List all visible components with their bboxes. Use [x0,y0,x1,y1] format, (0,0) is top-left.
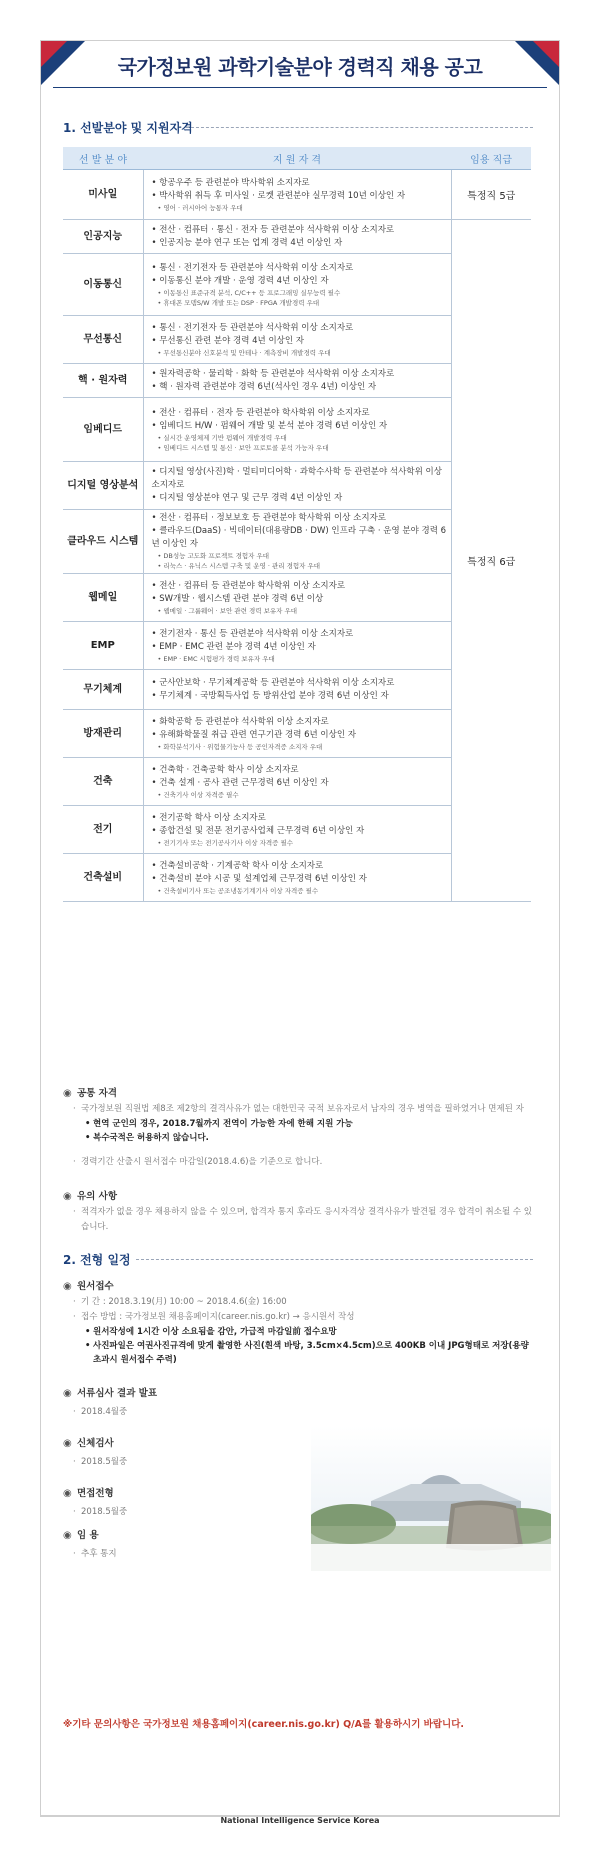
common-bullet1: • 현역 군인의 경우, 2018.7월까지 전역이 가능한 자에 한해 지원 가능 [63,1117,533,1131]
field-name: 건축설비 [63,854,143,902]
schedule-physical [63,1436,303,1472]
qualification-preference: • 리눅스 · 유닉스 시스템 구축 및 운영 · 관리 경험자 우대 [152,561,450,571]
application-period: · 기 간 : 2018.3.19(月) 10:00 ~ 2018.4.6(金) 16:00 [63,1295,533,1310]
field-name: 미사일 [63,170,143,220]
qualification-item: • 전산 · 컴퓨터 · 전자 등 관련분야 학사학위 이상 소지자로 [152,407,450,420]
common-qualification [63,1086,533,1170]
schedule-document [63,1386,303,1422]
physical-heading: 신체검사 [77,1438,114,1449]
qualification-preference: • 임베디드 시스템 및 통신 · 보안 프로토콜 분석 가능자 우대 [152,443,450,453]
qualification-item: • 핵 · 원자력 관련분야 경력 6년(석사인 경우 4년) 이상인 자 [152,381,450,394]
qualification-item: • 화학공학 등 관련분야 석사학위 이상 소지자로 [152,716,450,729]
qualification-item: • 디지털 영상분야 연구 및 근무 경력 4년 이상인 자 [152,492,450,505]
document-heading: 서류심사 결과 발표 [77,1388,158,1399]
schedule-application [63,1279,533,1367]
qualification-preference: • 건축설비기사 또는 공조냉동기계기사 이상 자격증 필수 [152,886,450,896]
qualification-cell [143,622,451,670]
interview-heading: 면접전형 [77,1488,114,1499]
caution-line1: · 적격자가 없을 경우 채용하지 않을 수 있으며, 합격자 통지 후라도 응시자격상 결격사유가 발견될 경우 합격이 취소될 수 있습니다. [63,1205,533,1235]
inquiry-note: ※기타 문의사항은 국가정보원 채용홈페이지(career.nis.go.kr) Q/A를 활용하시기 바랍니다. [63,1719,465,1730]
field-name: 디지털 영상분석 [63,462,143,510]
qualification-item: • EMP · EMC 관련 분야 경력 4년 이상인 자 [152,641,450,654]
qualification-preference: • EMP · EMC 시험평가 경력 보유자 우대 [152,654,450,664]
qualification-preference: • 건축기사 이상 자격증 필수 [152,790,450,800]
appointment-heading: 임 용 [77,1530,99,1541]
qualification-preference: • 무선통신분야 신호분석 및 안테나 · 계측장비 개발경력 우대 [152,348,450,358]
qualification-item: • 이동통신 분야 개발 · 운영 경력 4년 이상인 자 [152,275,450,288]
qualification-item: • SW개발 · 웹시스템 관련 분야 경력 6년 이상 [152,593,450,606]
qualification-item: • 건축학 · 건축공학 학사 이상 소지자로 [152,764,450,777]
bullet-icon: ◉ [63,1488,72,1499]
application-method: · 접수 방법 : 국가정보원 채용홈페이지(career.nis.go.kr) → 응시원서 작성 [63,1310,533,1325]
qualification-item: • 디지털 영상(사진)학 · 멀티미디어학 · 과학수사학 등 관련분야 석사학위 이상 소지자로 [152,466,450,492]
qualification-preference: • DB성능 고도화 프로젝트 경험자 우대 [152,551,450,561]
qualification-table [63,147,531,902]
bullet-icon: ◉ [63,1388,72,1399]
bullet-icon: ◉ [63,1191,72,1202]
bullet-icon: ◉ [63,1088,72,1099]
common-heading: 공통 자격 [77,1088,118,1099]
qualification-item: • 인공지능 분야 연구 또는 업계 경력 4년 이상인 자 [152,237,450,250]
qualification-cell [143,316,451,364]
section2-rule [136,1259,533,1260]
schedule-interview [63,1486,303,1522]
qualification-item: • 전산 · 컴퓨터 · 정보보호 등 관련분야 학사학위 이상 소지자로 [152,512,450,525]
qualification-item: • 무선통신 관련 분야 경력 4년 이상인 자 [152,335,450,348]
field-name: 핵 · 원자력 [63,364,143,398]
qualification-cell [143,710,451,758]
application-bullet1: • 원서작성에 1시간 이상 소요됨을 감안, 가급적 마감일前 접수요망 [63,1325,533,1339]
qualification-item: • 박사학위 취득 후 미사일 · 로켓 관련분야 실무경력 10년 이상인 자 [152,190,450,203]
qualification-cell [143,670,451,710]
common-line1: · 국가정보원 직원법 제8조 제2항의 결격사유가 없는 대한민국 국적 보유자로서 남자의 경우 병역을 필하였거나 면제된 자 [63,1102,533,1117]
qualification-item: • 건축설비 분야 시공 및 설계업체 근무경력 6년 이상인 자 [152,873,450,886]
section1-rule [186,127,533,128]
qualification-preference: • 영어 · 러시아어 능통자 우대 [152,203,450,213]
qualification-preference: • 웹메일 · 그룹웨어 · 보안 관련 경력 보유자 우대 [152,606,450,616]
qualification-cell [143,758,451,806]
table-row [63,220,531,254]
field-name: 건축 [63,758,143,806]
bullet-icon: ◉ [63,1281,72,1292]
field-name: 이동통신 [63,254,143,316]
grade-cell: 특정직 5급 [451,170,531,220]
qualification-item: • 종합건설 및 전문 전기공사업체 근무경력 6년 이상인 자 [152,825,450,838]
document-date: · 2018.4월중 [63,1402,303,1422]
qualification-cell [143,254,451,316]
section2-title: 2. 전형 일정 [63,1253,131,1267]
qualification-cell [143,170,451,220]
field-name: 인공지능 [63,220,143,254]
field-name: 임베디드 [63,398,143,462]
field-name: 웹메일 [63,574,143,622]
footer-org-name: National Intelligence Service Korea [220,1816,380,1825]
grade-cell: 특정직 6급 [451,220,531,902]
qualification-preference: • 이동통신 표준규격 분석, C/C++ 등 프로그래밍 실무능력 필수 [152,288,450,298]
qualification-item: • 전기전자 · 통신 등 관련분야 석사학위 이상 소지자로 [152,628,450,641]
field-name: EMP [63,622,143,670]
qualification-item: • 전기공학 학사 이상 소지자로 [152,812,450,825]
field-name: 무선통신 [63,316,143,364]
qualification-item: • 원자력공학 · 물리학 · 화학 등 관련분야 석사학위 이상 소지자로 [152,368,450,381]
qualification-item: • 통신 · 전기전자 등 관련분야 석사학위 이상 소지자로 [152,262,450,275]
qualification-item: • 무기체계 · 국방획득사업 등 방위산업 분야 경력 6년 이상인 자 [152,690,450,703]
qualification-cell [143,574,451,622]
qualification-item: • 전산 · 컴퓨터 등 관련분야 학사학위 이상 소지자로 [152,580,450,593]
qualification-cell [143,854,451,902]
qualification-cell [143,364,451,398]
qualification-item: • 항공우주 등 관련분야 박사학위 소지자로 [152,177,450,190]
caution [63,1189,533,1235]
table-row [63,170,531,220]
qualification-cell [143,462,451,510]
qualification-preference: • 화학분석기사 · 위험물기능사 등 공인자격증 소지자 우대 [152,742,450,752]
qualification-cell [143,398,451,462]
bullet-icon: ◉ [63,1530,72,1541]
qualification-preference: • 휴대폰 모뎀S/W 개발 또는 DSP · FPGA 개발경력 우대 [152,298,450,308]
page-title: 국가정보원 과학기술분야 경력직 채용 공고 [117,55,483,79]
caution-heading: 유의 사항 [77,1191,118,1202]
recruitment-notice [40,40,560,1825]
title-divider [53,87,547,88]
headquarters-photo [311,1426,551,1571]
qualification-preference: • 전기기사 또는 전기공사기사 이상 자격증 필수 [152,838,450,848]
qualification-item: • 건축설비공학 · 기계공학 학사 이상 소지자로 [152,860,450,873]
qualification-cell [143,806,451,854]
col-header-field: 선 발 분 야 [63,147,143,170]
section1-title: 1. 선발분야 및 지원자격 [63,121,193,135]
qualification-table-body [63,170,531,902]
common-bullet2: • 복수국적은 허용하지 않습니다. [63,1131,533,1145]
common-line2: · 경력기간 산출시 원서접수 마감일(2018.4.6)을 기준으로 합니다. [63,1155,533,1170]
schedule-appointment [63,1528,303,1564]
interview-date: · 2018.5월중 [63,1502,303,1522]
application-bullet2: • 사진파일은 여권사진규격에 맞게 촬영한 사진(흰색 바탕, 3.5cm×4.5cm)으로 400KB 이내 JPG형태로 저장(용량 초과시 원서접수 주력) [63,1339,533,1367]
qualification-item: • 임베디드 H/W · 펌웨어 개발 및 분석 분야 경력 6년 이상인 자 [152,420,450,433]
field-name: 방재관리 [63,710,143,758]
qualification-item: • 군사안보학 · 무기체계공학 등 관련분야 석사학위 이상 소지자로 [152,677,450,690]
col-header-grade: 임용 직급 [451,147,531,170]
appointment-date: · 추후 통지 [63,1544,303,1564]
qualification-item: • 건축 설계 · 공사 관련 근무경력 6년 이상인 자 [152,777,450,790]
qualification-cell [143,220,451,254]
application-heading: 원서접수 [77,1281,114,1292]
qualification-item: • 통신 · 전기전자 등 관련분야 석사학위 이상 소지자로 [152,322,450,335]
qualification-item: • 전산 · 컴퓨터 · 통신 · 전자 등 관련분야 석사학위 이상 소지자로 [152,224,450,237]
col-header-qualification: 지 원 자 격 [143,147,451,170]
field-name: 전기 [63,806,143,854]
qualification-preference: • 실시간 운영체제 기반 펌웨어 개발경력 우대 [152,433,450,443]
qualification-item: • 클라우드(DaaS) · 빅데이터(대용량DB · DW) 인프라 구축 · 운영 분야 경력 6년 이상인 자 [152,525,450,551]
qualification-item: • 유해화학물질 취급 관련 연구기관 경력 6년 이상인 자 [152,729,450,742]
field-name: 클라우드 시스템 [63,510,143,574]
physical-date: · 2018.5월중 [63,1452,303,1472]
bullet-icon: ◉ [63,1438,72,1449]
field-name: 무기체계 [63,670,143,710]
qualification-cell [143,510,451,574]
